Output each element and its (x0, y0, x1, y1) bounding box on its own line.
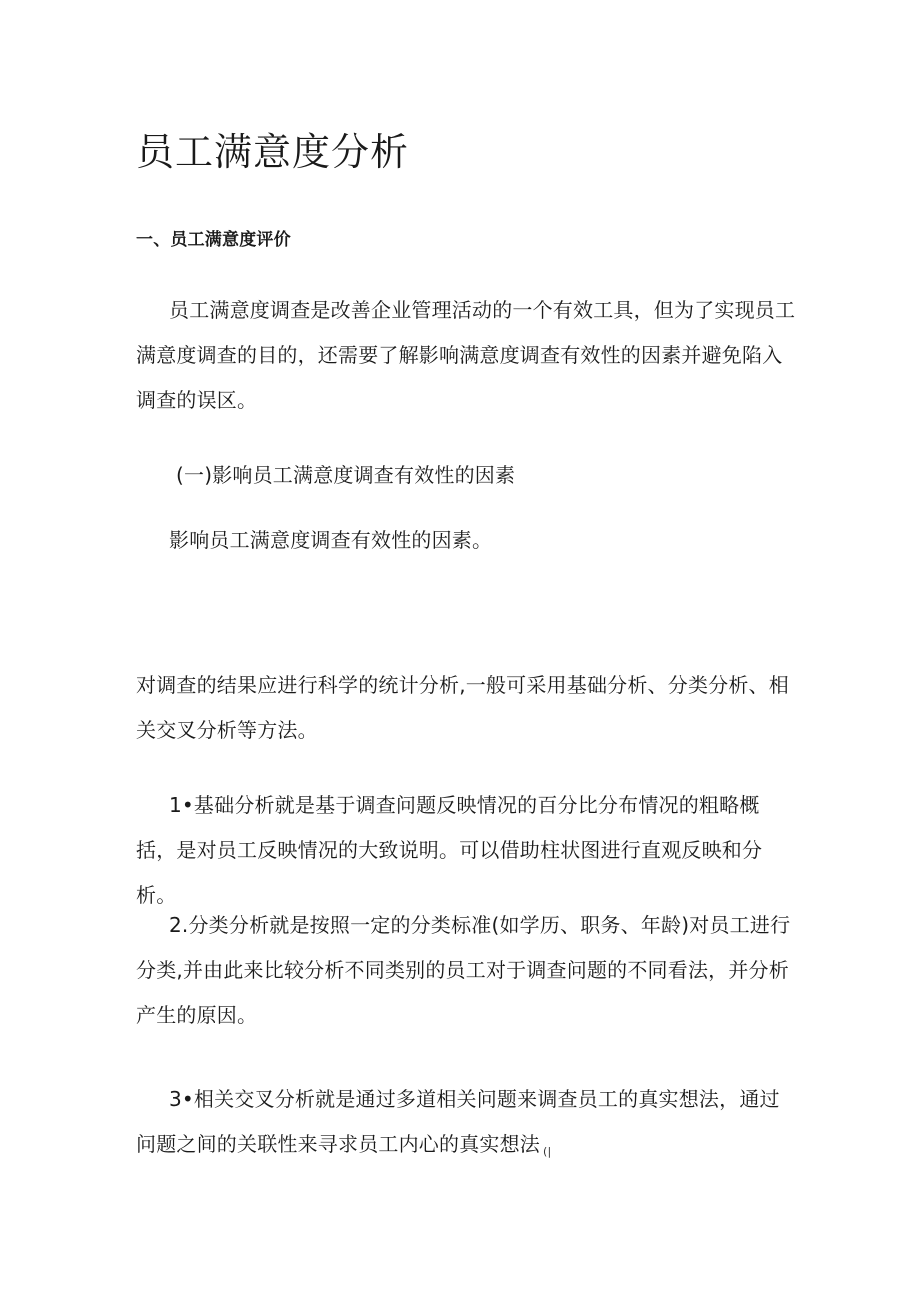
item-3-text: 3•相关交叉分析就是通过多道相关问题来调查员工的真实想法，通过问题之间的关联性来寻求员工内心的真实想法 (136, 1087, 780, 1156)
section-heading: 一、员工满意度评价 (136, 230, 291, 250)
intro-paragraph: 员工满意度调查是改善企业管理活动的一个有效工具，但为了实现员工满意度调查的目的，还需要了解影响满意度调查有效性的因素并避免陷入调查的误区。 (136, 298, 796, 412)
list-item-cross-analysis (136, 1077, 796, 1174)
trailing-mark: (| (543, 1145, 552, 1158)
analysis-paragraph: 对调查的结果应进行科学的统计分析,一般可采用基础分析、分类分析、相关交叉分析等方法。 (136, 673, 789, 742)
factors-line: 影响员工满意度调查有效性的因素。 (169, 528, 493, 552)
subheading: (一)影响员工满意度调查有效性的因素 (176, 463, 516, 487)
document-title: 员工满意度分析 (136, 130, 410, 174)
list-item-classification-analysis: 2.分类分析就是按照一定的分类标准(如学历、职务、年龄)对员工进行分类,并由此来比较分析不同类别的员工对于调查问题的不同看法，并分析产生的原因。 (136, 913, 791, 1027)
list-item-basic-analysis: 1•基础分析就是基于调查问题反映情况的百分比分布情况的粗略概括，是对员工反映情况的大致说明。可以借助柱状图进行直观反映和分析。 (136, 793, 763, 907)
